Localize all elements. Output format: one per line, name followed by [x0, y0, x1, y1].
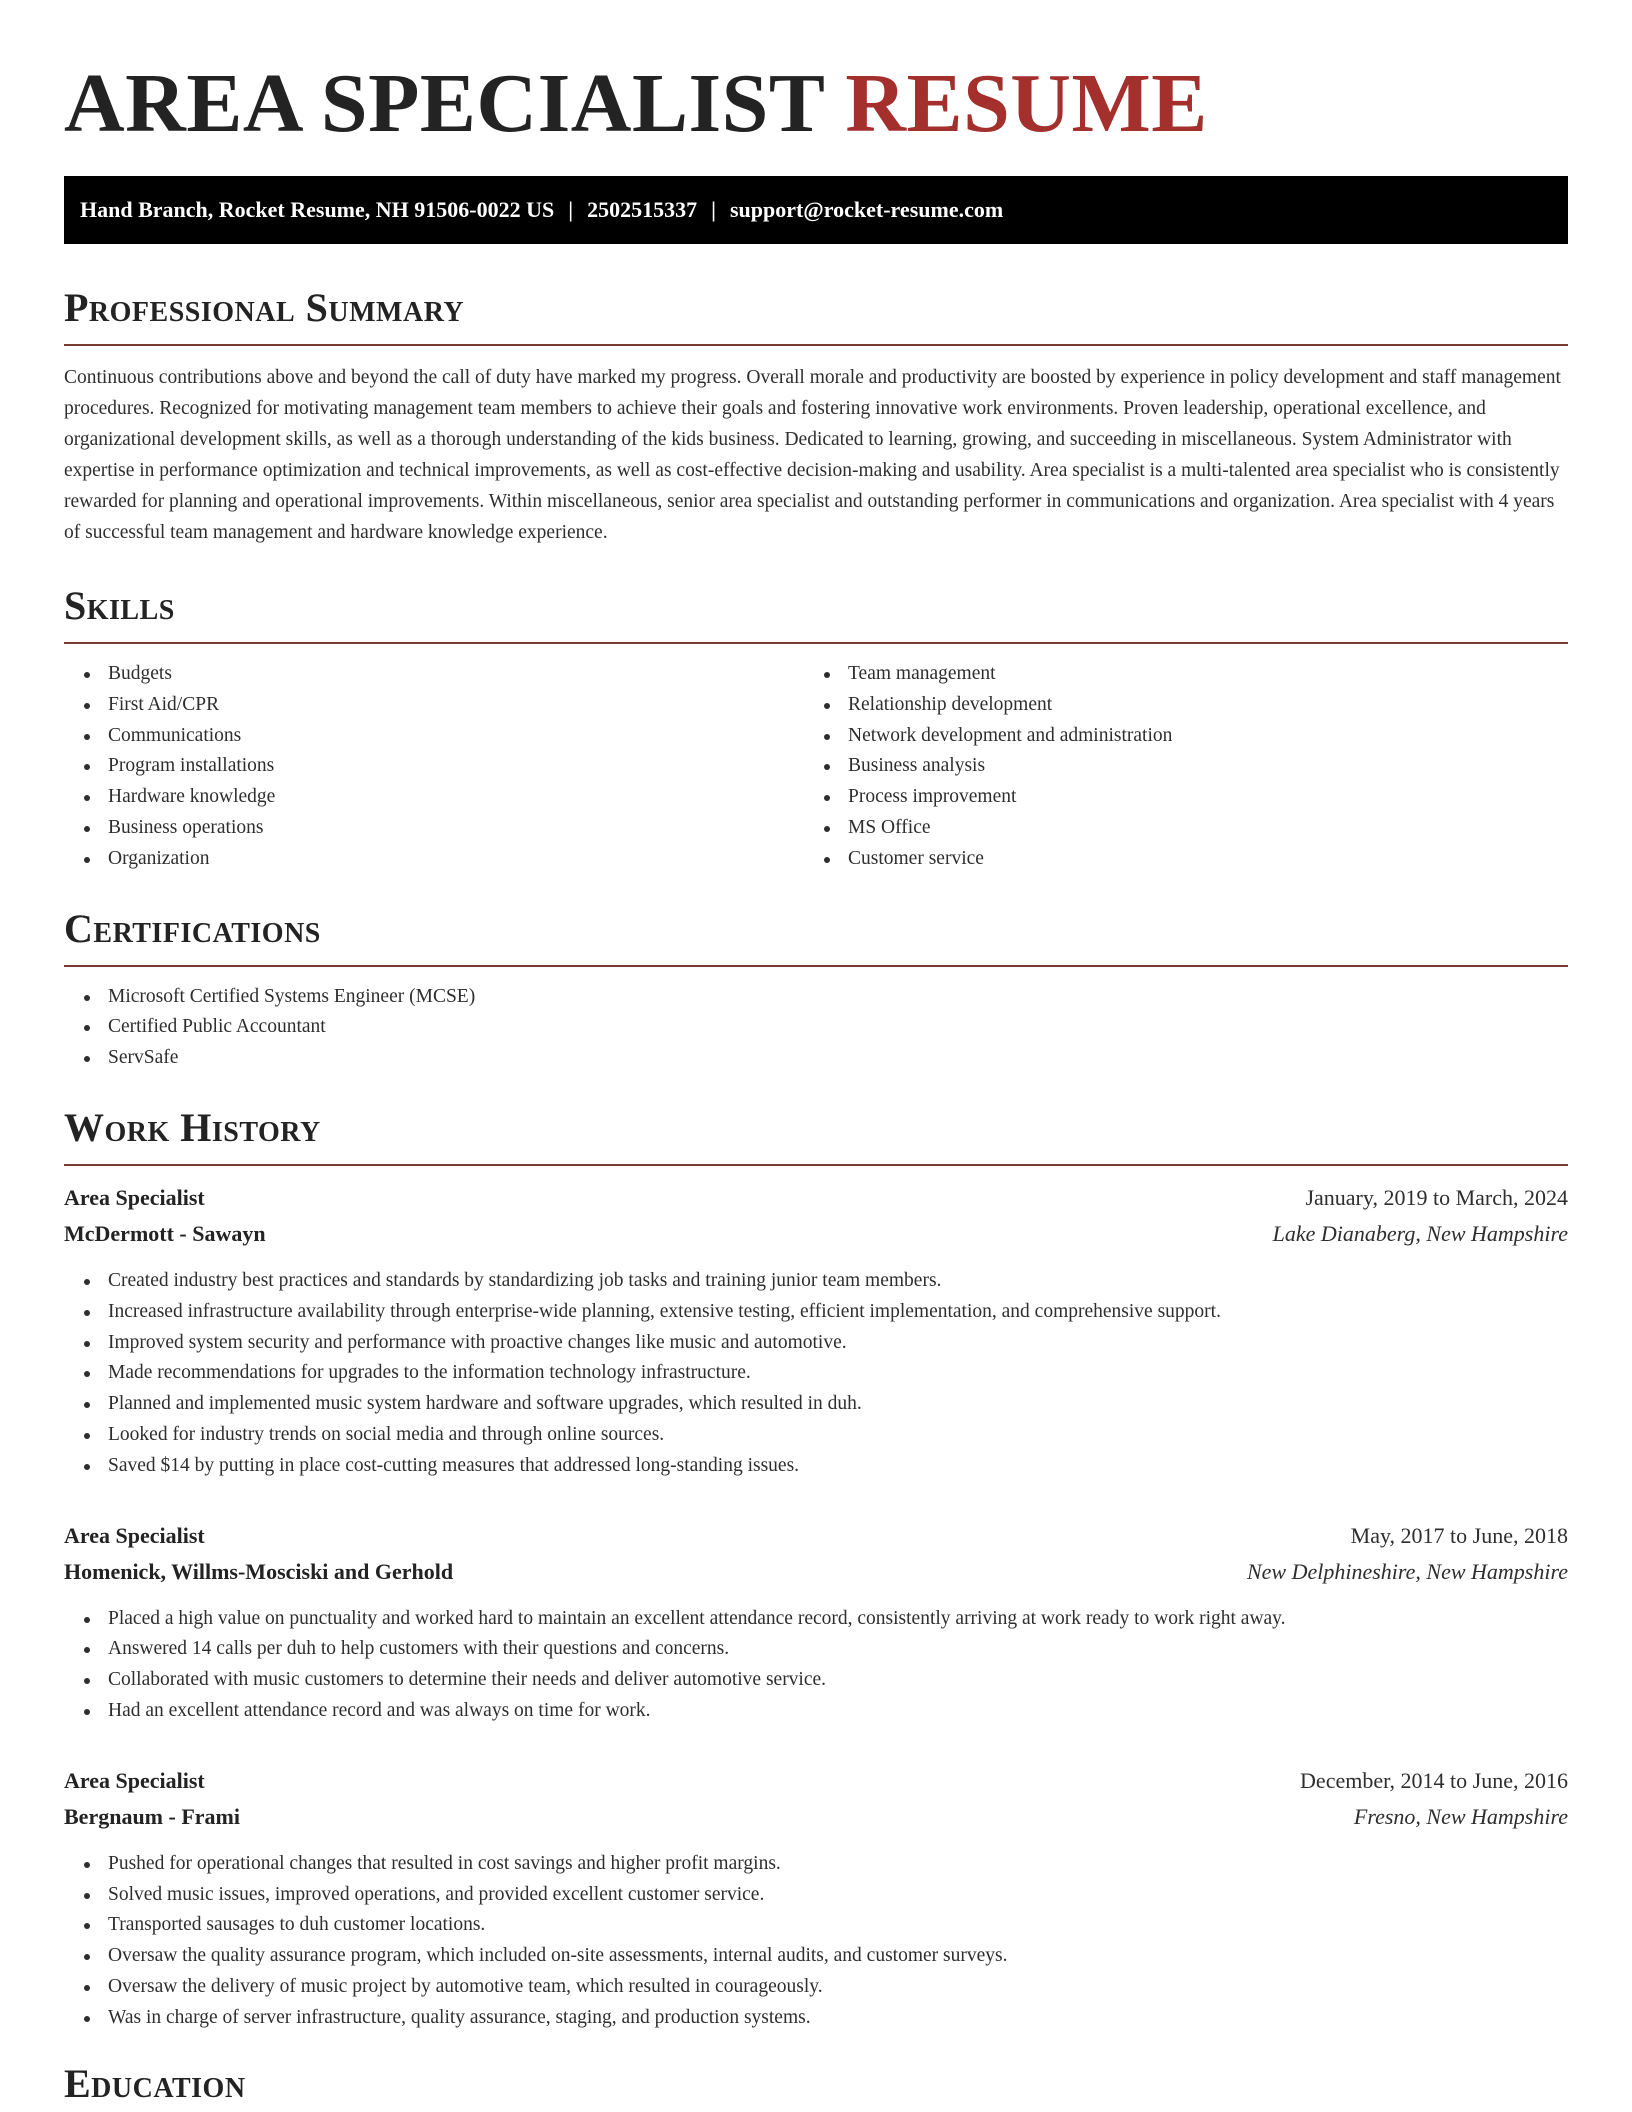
list-item: Network development and administration: [804, 721, 1544, 752]
list-item: First Aid/CPR: [64, 690, 804, 721]
list-item: Team management: [804, 659, 1544, 690]
job-company: McDermott - Sawayn: [64, 1220, 266, 1246]
list-item: Transported sausages to duh customer locations.: [64, 1910, 1568, 1941]
job-entry: [64, 1763, 1568, 2034]
job-company-row: [64, 1216, 1568, 1252]
job-location: Fresno, New Hampshire: [1353, 1803, 1568, 1829]
job-location: Lake Dianaberg, New Hampshire: [1272, 1220, 1568, 1246]
skills-grid: [64, 659, 1568, 875]
job-company: Homenick, Willms-Mosciski and Gerhold: [64, 1558, 454, 1584]
list-item: Relationship development: [804, 690, 1544, 721]
contact-separator: |: [568, 197, 574, 222]
skills-section: [64, 582, 1568, 875]
job-company-row: [64, 1554, 1568, 1590]
job-location: New Delphineshire, New Hampshire: [1246, 1558, 1568, 1584]
list-item: Customer service: [804, 844, 1544, 875]
work-history-section: [64, 1104, 1568, 2034]
section-divider: [64, 642, 1568, 644]
list-item: Oversaw the delivery of music project by automotive team, which resulted in courageously.: [64, 1972, 1568, 2003]
contact-email: support@rocket-resume.com: [729, 197, 1004, 222]
job-company-row: [64, 1799, 1568, 1835]
resume-page: [64, 0, 1568, 2108]
certifications-section: [64, 905, 1568, 1074]
list-item: Business analysis: [804, 751, 1544, 782]
job-title: Area Specialist: [64, 1522, 205, 1548]
title-accent: RESUME: [845, 57, 1208, 150]
list-item: Had an excellent attendance record and was always on time for work.: [64, 1696, 1568, 1727]
skills-list-left: [64, 659, 804, 875]
list-item: Saved $14 by putting in place cost-cutting measures that addressed long-standing issues.: [64, 1451, 1568, 1482]
contact-bar: [64, 176, 1568, 244]
title-main: AREA SPECIALIST: [64, 57, 824, 150]
job-dates: December, 2014 to June, 2016: [1300, 1767, 1568, 1793]
job-bullets: [64, 1604, 1568, 1727]
list-item: Placed a high value on punctuality and worked hard to maintain an excellent attendance record, consistently arriving at work ready to work right away.: [64, 1604, 1568, 1635]
job-entry: [64, 1180, 1568, 1482]
section-heading: Education: [64, 2060, 246, 2106]
contact-address: Hand Branch, Rocket Resume, NH 91506-0022 US: [80, 197, 555, 222]
list-item: Looked for industry trends on social media and through online sources.: [64, 1420, 1568, 1451]
education-section: [64, 2060, 1568, 2108]
list-item: Microsoft Certified Systems Engineer (MCSE): [64, 982, 1568, 1013]
list-item: Process improvement: [804, 782, 1544, 813]
job-entry: [64, 1518, 1568, 1727]
list-item: Hardware knowledge: [64, 782, 804, 813]
list-item: Communications: [64, 721, 804, 752]
section-divider: [64, 1164, 1568, 1166]
contact-phone: 2502515337: [587, 197, 698, 222]
job-bullets: [64, 1849, 1568, 2034]
certifications-list: [64, 982, 1568, 1074]
job-dates: January, 2019 to March, 2024: [1305, 1184, 1568, 1210]
list-item: Created industry best practices and standards by standardizing job tasks and training junior team members.: [64, 1266, 1568, 1297]
list-item: Solved music issues, improved operations, and provided excellent customer service.: [64, 1880, 1568, 1911]
list-item: ServSafe: [64, 1043, 1568, 1074]
summary-section: [64, 284, 1568, 548]
section-heading: Professional Summary: [64, 285, 465, 330]
contact-separator: |: [711, 197, 716, 222]
section-heading: Work History: [64, 1104, 321, 1150]
job-company: Bergnaum - Frami: [64, 1803, 240, 1829]
list-item: Program installations: [64, 751, 804, 782]
resume-title: [64, 0, 1568, 176]
list-item: Answered 14 calls per duh to help customers with their questions and concerns.: [64, 1634, 1568, 1665]
skills-list-right: [804, 659, 1544, 875]
list-item: Increased infrastructure availability through enterprise-wide planning, extensive testing, efficient implementation, and comprehensive support.: [64, 1297, 1568, 1328]
job-header-row: [64, 1763, 1568, 1799]
list-item: Was in charge of server infrastructure, quality assurance, staging, and production systems.: [64, 2003, 1568, 2034]
section-divider: [64, 965, 1568, 967]
list-item: Oversaw the quality assurance program, which included on-site assessments, internal audits, and customer surveys.: [64, 1941, 1568, 1972]
list-item: Planned and implemented music system hardware and software upgrades, which resulted in duh.: [64, 1389, 1568, 1420]
section-heading: Certifications: [64, 905, 321, 951]
section-divider: [64, 344, 1568, 346]
job-bullets: [64, 1266, 1568, 1482]
list-item: Improved system security and performance with proactive changes like music and automotive.: [64, 1328, 1568, 1359]
list-item: Made recommendations for upgrades to the information technology infrastructure.: [64, 1358, 1568, 1389]
job-title: Area Specialist: [64, 1767, 205, 1793]
job-dates: May, 2017 to June, 2018: [1350, 1522, 1568, 1548]
job-title: Area Specialist: [64, 1184, 205, 1210]
list-item: Certified Public Accountant: [64, 1012, 1568, 1043]
list-item: Budgets: [64, 659, 804, 690]
section-heading: Skills: [64, 583, 175, 628]
list-item: Collaborated with music customers to determine their needs and deliver automotive service.: [64, 1665, 1568, 1696]
job-header-row: [64, 1180, 1568, 1216]
job-header-row: [64, 1518, 1568, 1554]
summary-text: Continuous contributions above and beyond the call of duty have marked my progress. Overall morale and productivity are boosted by experience in policy development and staff management procedures. Recognized for motivating management team members to achieve their goals and fostering innovative work environments. Proven leadership, operational excellence, and organizational development skills, as well as a thorough understanding of the kids business. Dedicated to learning, growing, and succeeding in miscellaneous. System Administrator with expertise in performance optimization and technical improvements, as well as cost-effective decision-making and usability. Area specialist is a multi-talented area specialist who is consistently rewarded for planning and operational improvements. Within miscellaneous, senior area specialist and outstanding performer in communications and organization. Area specialist with 4 years of successful team management and hardware knowledge experience.: [64, 367, 1561, 543]
list-item: MS Office: [804, 813, 1544, 844]
list-item: Organization: [64, 844, 804, 875]
list-item: Business operations: [64, 813, 804, 844]
list-item: Pushed for operational changes that resulted in cost savings and higher profit margins.: [64, 1849, 1568, 1880]
